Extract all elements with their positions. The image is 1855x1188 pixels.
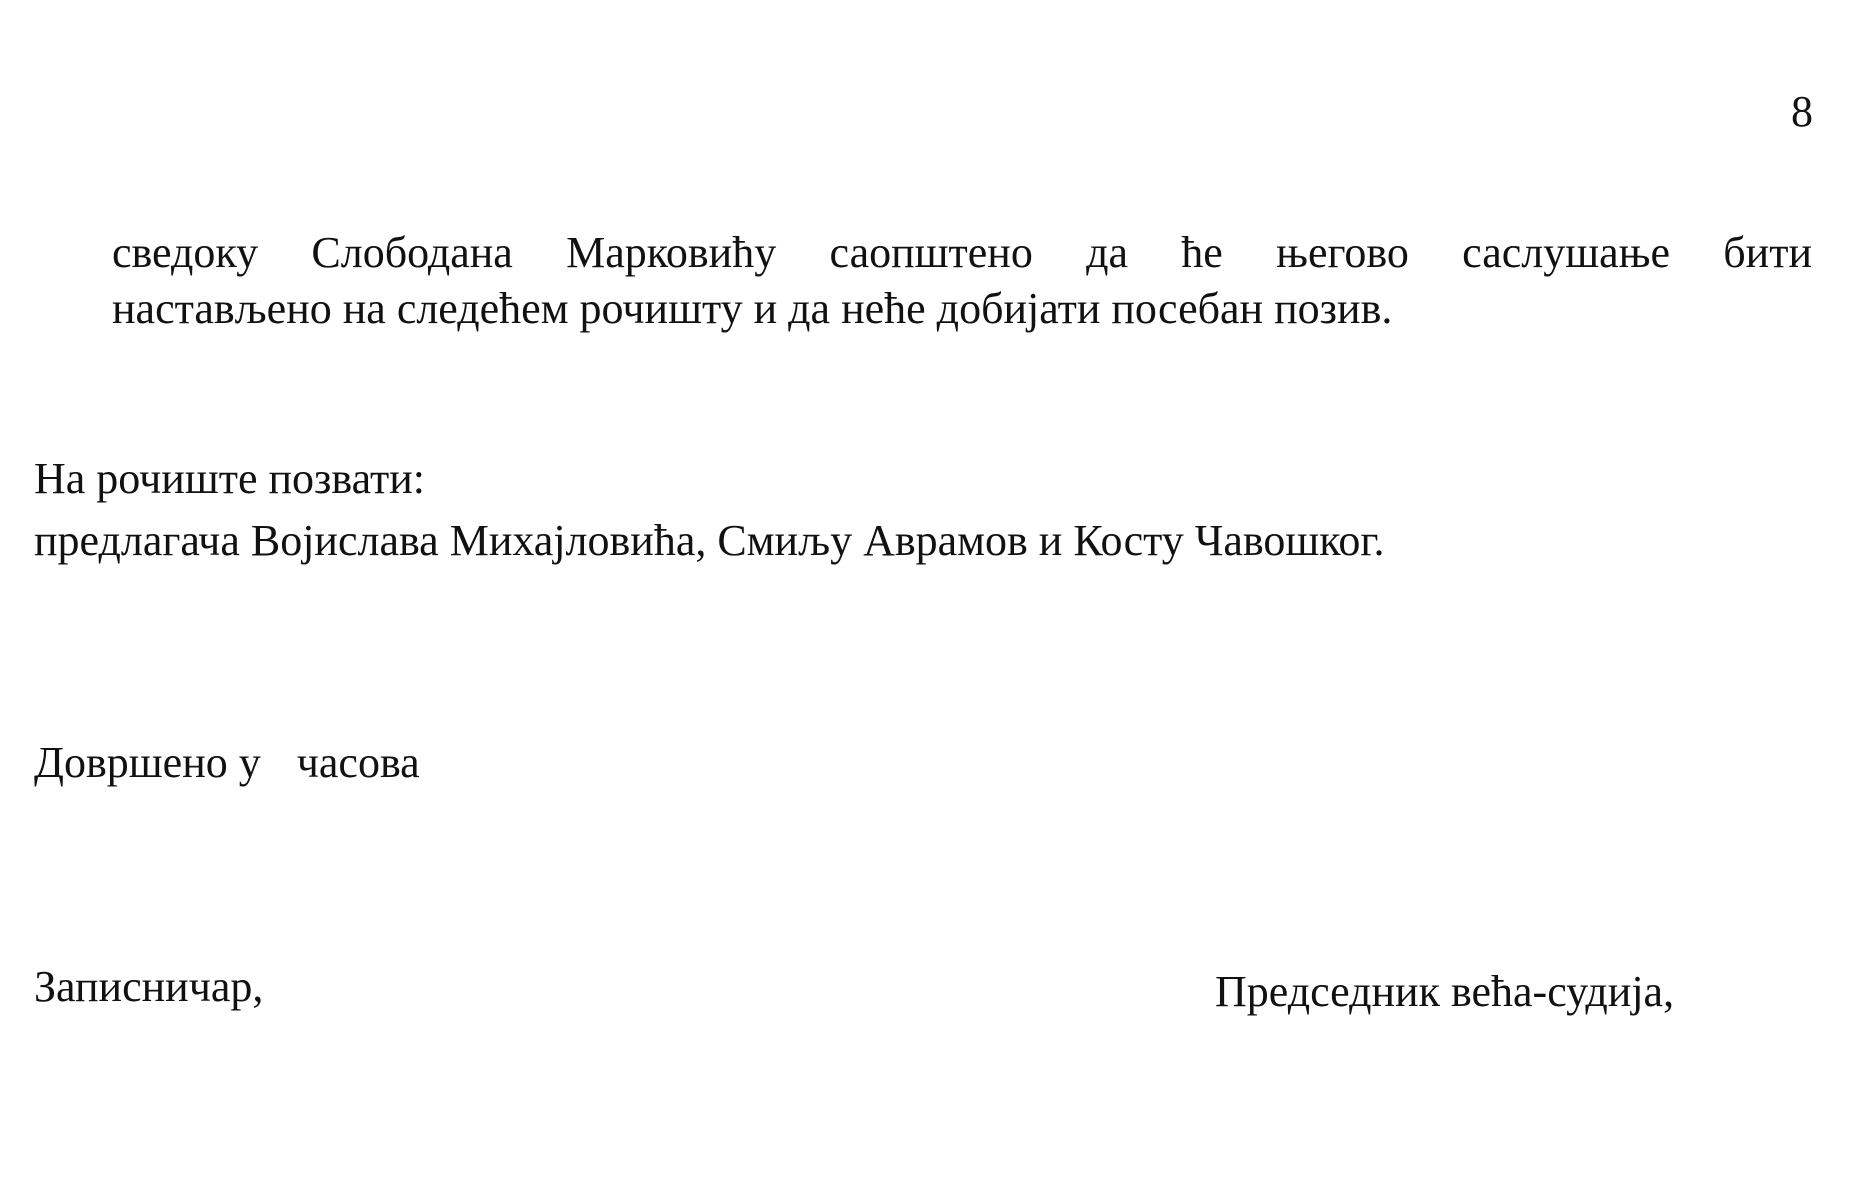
recorder-signature-label: Записничар, [34, 962, 264, 1011]
summon-section [34, 448, 1384, 572]
summon-heading: На рочиште позвати: [34, 454, 425, 503]
paragraph-line-1: сведоку Слободана Марковићу саопштено да ће његово саслушање бити [112, 228, 1812, 277]
summon-persons: предлагача Војислава Михајловића, Смиљу Аврамов и Косту Чавошког. [34, 516, 1385, 565]
testimony-paragraph [112, 225, 1812, 337]
paragraph-line-2: настављено на следећем рочишту и да неће добијати посебан позив. [112, 284, 1393, 333]
finished-suffix: часова [296, 738, 420, 787]
president-signature-label: Председник већа-судија, [1215, 967, 1675, 1016]
finished-line [34, 732, 420, 794]
finished-prefix: Довршено у [34, 738, 261, 787]
page-number: 8 [1791, 87, 1813, 136]
